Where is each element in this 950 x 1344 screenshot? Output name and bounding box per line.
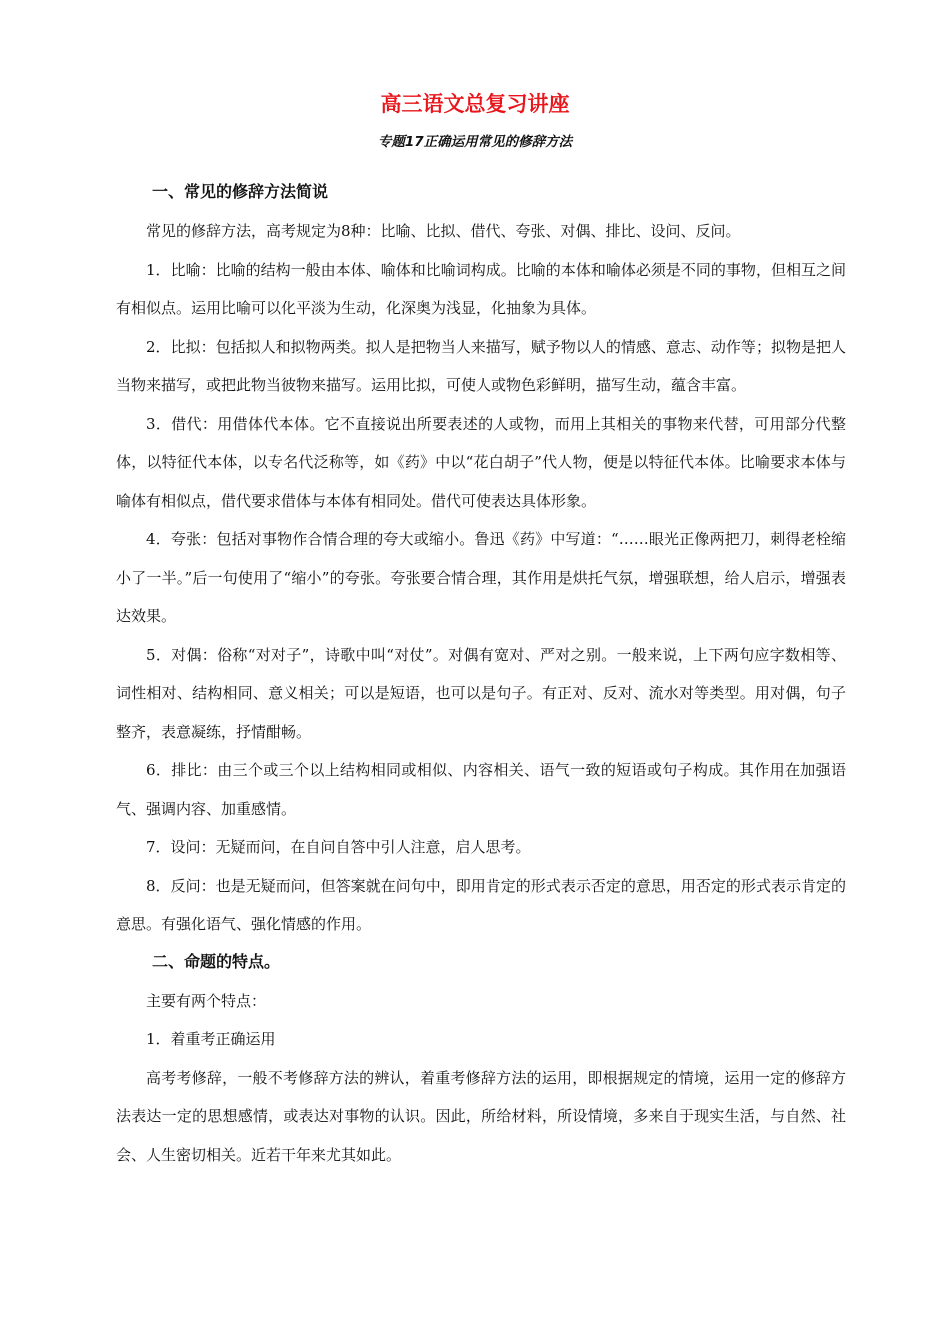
- rhetoric-item-metonymy: 3．借代：用借体代本体。它不直接说出所要表述的人或物，而用上其相关的事物来代替，可用部分代整体，以特征代本体，以专名代泛称等，如《药》中以“花白胡子”代人物，便是以特征代本体。比喻要求本体与喻体有相似点，借代要求借体与本体有相同处。借代可使表达具体形象。: [116, 414, 846, 510]
- section-heading-2: 二、命题的特点。: [152, 951, 281, 971]
- section-2-intro: 主要有两个特点：: [146, 991, 267, 1010]
- rhetoric-item-personification: 2．比拟：包括拟人和拟物两类。拟人是把物当人来描写，赋予物以人的情感、意志、动作等；拟物是把人当物来描写，或把此物当彼物来描写。运用比拟，可使人或物色彩鲜明，描写生动，蕴含丰富。: [116, 337, 846, 394]
- section-1-intro: 常见的修辞方法，高考规定为8种：比喻、比拟、借代、夸张、对偶、排比、设问、反问。: [146, 222, 741, 240]
- section-heading-1: 一、常见的修辞方法简说: [152, 182, 329, 201]
- rhetoric-item-hyperbole: 4．夸张：包括对事物作合情合理的夸大或缩小。鲁迅《药》中写道：“……眼光正像两把刀，刺得老栓缩小了一半。”后一句使用了“缩小”的夸张。夸张要合情合理，其作用是烘托气氛，增强联想，给人启示，增强表达效果。: [116, 530, 846, 625]
- section-2-point-1-title: 1．着重考正确运用: [146, 1030, 276, 1048]
- section-2-point-1-body: 高考考修辞，一般不考修辞方法的辨认，着重考修辞方法的运用，即根据规定的情境，运用一定的修辞方法表达一定的思想感情，或表达对事物的认识。因此，所给材料，所设情境，多来自于现实生活，与自然、社会、人生密切相关。近若干年来尤其如此。: [116, 1068, 846, 1164]
- rhetoric-item-metaphor: 1．比喻：比喻的结构一般由本体、喻体和比喻词构成。比喻的本体和喻体必须是不同的事物，但相互之间有相似点。运用比喻可以化平淡为生动，化深奥为浅显，化抽象为具体。: [116, 260, 846, 317]
- document-body: [116, 178, 846, 1174]
- rhetoric-item-hypophora: 7．设问：无疑而问，在自问自答中引人注意，启人思考。: [146, 838, 531, 856]
- rhetoric-item-rhetorical-question: 8．反问：也是无疑而问，但答案就在问句中，即用肯定的形式表示否定的意思，用否定的形式表示肯定的意思。有强化语气、强化情感的作用。: [116, 876, 846, 933]
- document-title: 高三语文总复习讲座: [380, 92, 570, 116]
- rhetoric-item-parallelism: 6．排比：由三个或三个以上结构相同或相似、内容相关、语气一致的短语或句子构成。其作用在加强语气、强调内容、加重感情。: [116, 761, 846, 818]
- rhetoric-item-antithesis: 5．对偶：俗称“对对子”，诗歌中叫“对仗”。对偶有宽对、严对之别。一般来说，上下两句应字数相等、词性相对、结构相同、意义相关；可以是短语，也可以是句子。有正对、反对、流水对等类型。用对偶，句子整齐，表意凝练，抒情酣畅。: [116, 645, 846, 741]
- document-subtitle: 专题17正确运用常见的修辞方法: [377, 134, 573, 150]
